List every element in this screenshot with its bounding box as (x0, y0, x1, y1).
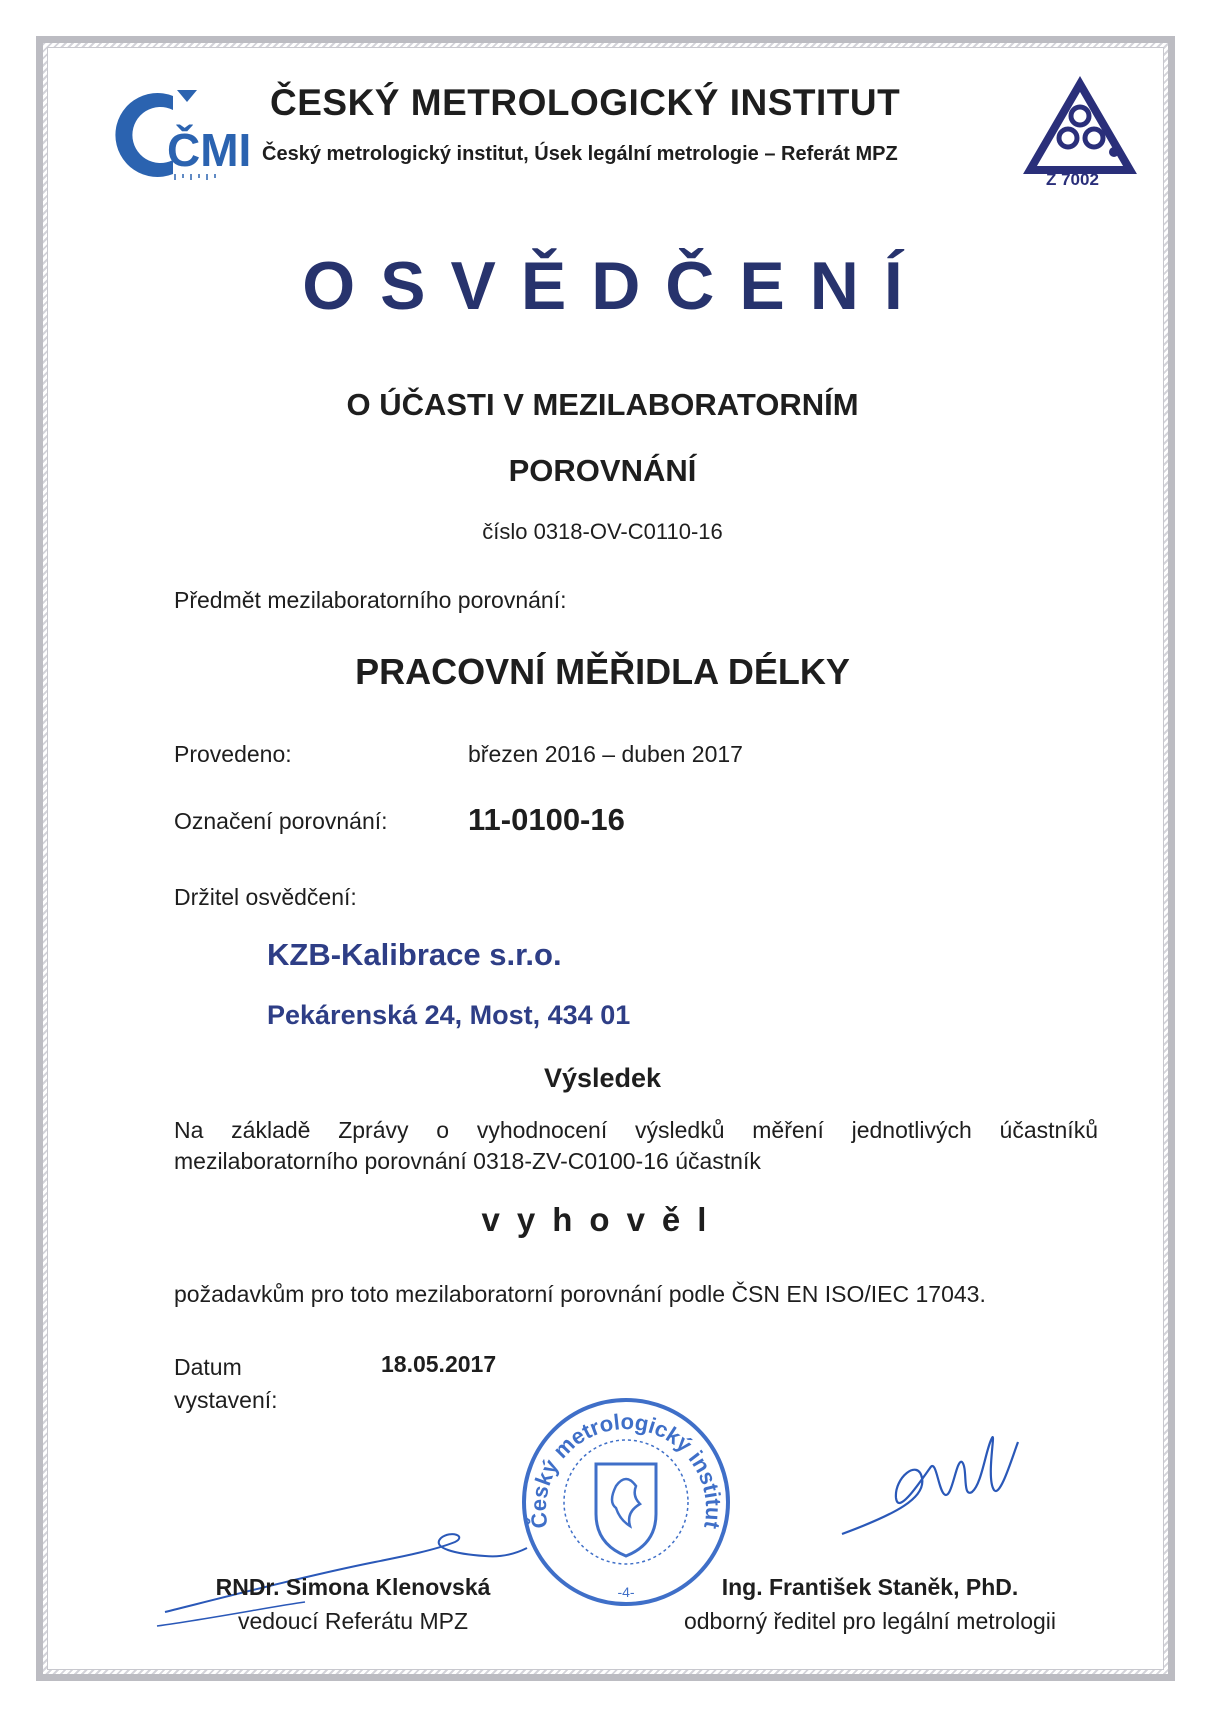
issue-date-value: 18.05.2017 (381, 1351, 497, 1377)
result-heading: Výsledek (543, 1063, 662, 1093)
stamp-number: -4- (617, 1584, 635, 1600)
subject-label: Předmět mezilaboratorního porovnání: (174, 587, 567, 613)
result-closing: požadavkům pro toto mezilaboratorní porovnání podle ČSN EN ISO/IEC 17043. (174, 1281, 986, 1307)
certificate-subtitle-line2: POROVNÁNÍ (508, 453, 697, 488)
performed-value: březen 2016 – duben 2017 (468, 741, 743, 767)
certificate-subtitle-line1: O ÚČASTI V MEZILABORATORNÍM (346, 387, 859, 422)
signatory-1-role: vedoucí Referátu MPZ (237, 1608, 469, 1634)
holder-name: KZB-Kalibrace s.r.o. (267, 937, 562, 972)
signatory-2-role: odborný ředitel pro legální metrologii (683, 1608, 1057, 1634)
certificate-number: číslo 0318-OV-C0110-16 (482, 519, 723, 544)
holder-label: Držitel osvědčení: (174, 884, 357, 910)
designation-value: 11-0100-16 (468, 802, 625, 837)
signatory-1-name: RNDr. Simona Klenovská (215, 1574, 491, 1600)
result-paragraph: Na základě Zprávy o vyhodnocení výsledků měření jednotlivých účastníků mezilaboratorního porovnání 0318-ZV-C0100-16 účastník (174, 1117, 1098, 1174)
lion-icon (612, 1479, 640, 1526)
designation-label: Označení porovnání: (174, 808, 388, 834)
accreditation-number: Z 7002 (1046, 170, 1099, 189)
cmi-logo (117, 88, 252, 182)
signatory-2-name: Ing. František Staněk, PhD. (721, 1574, 1019, 1600)
holder-address: Pekárenská 24, Most, 434 01 (267, 1000, 631, 1030)
signature-right (836, 1418, 1026, 1548)
performed-label: Provedeno: (174, 741, 292, 767)
institute-subtitle: Český metrologický institut, Úsek legální metrologie – Referát MPZ (262, 143, 898, 165)
subject-value: PRACOVNÍ MĚŘIDLA DÉLKY (355, 651, 850, 692)
institute-title: ČESKÝ METROLOGICKÝ INSTITUT (270, 82, 901, 123)
stamp-text: Český metrologický institut (525, 1409, 727, 1531)
cmi-logo-text: ČMI (167, 124, 252, 176)
issue-date-label: Datum vystavení: (174, 1354, 278, 1413)
result-verdict: vyhověl (481, 1201, 724, 1238)
certificate-title: OSVĚDČENÍ (302, 248, 928, 324)
